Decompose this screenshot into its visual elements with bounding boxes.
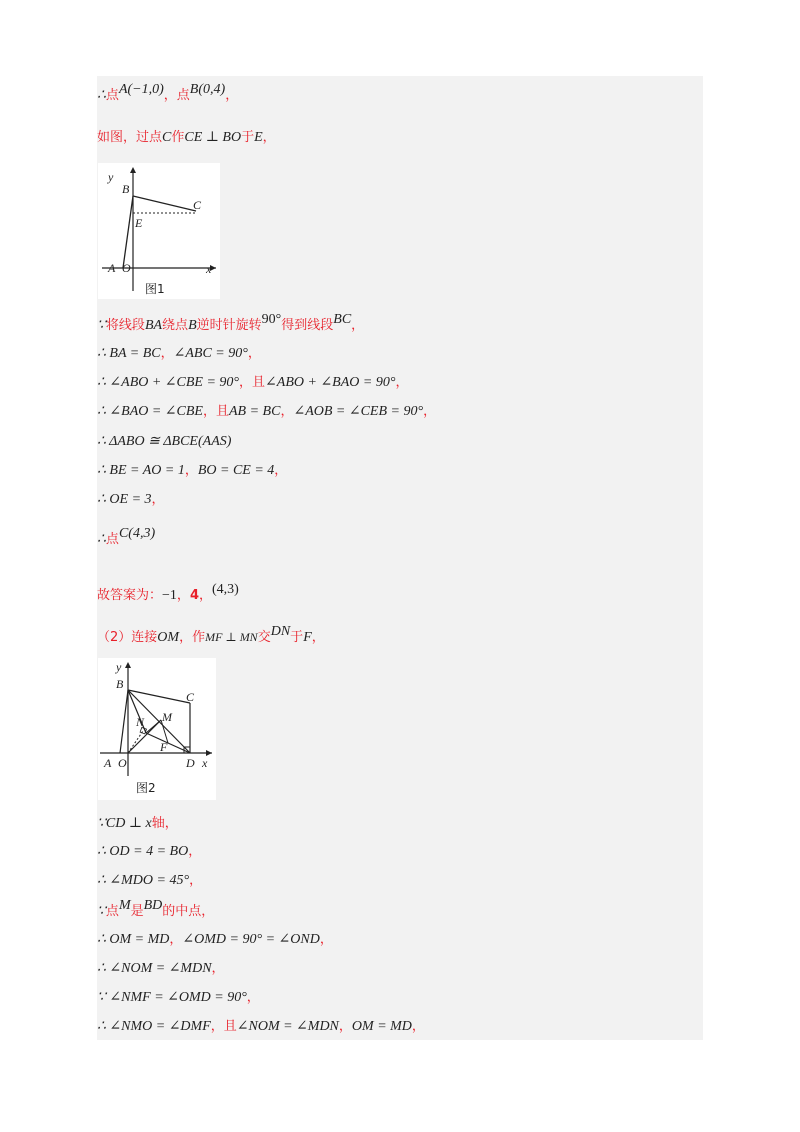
text: ， (225, 88, 239, 103)
text: 轴， (151, 816, 178, 831)
solution-line-7 (97, 430, 231, 454)
therefore-symbol: ∴ (97, 88, 106, 103)
point-a-coord: A(−1,0) (118, 82, 164, 97)
math: ∵ ∠NMF = ∠OMD = 90° (97, 990, 247, 1005)
figure-1-caption: 图1 (145, 282, 165, 296)
text: ， (319, 932, 333, 947)
label-f: F (160, 740, 168, 754)
math: 90° (261, 312, 282, 327)
math: C(4,3) (118, 526, 156, 541)
solution-line-14 (97, 840, 201, 864)
text: ， (311, 630, 325, 645)
text: ，且 (239, 375, 266, 390)
text: 是 (130, 904, 144, 919)
segment-on-dashed (128, 731, 143, 753)
math: ∴ ∠NMO = ∠DMF (97, 1019, 211, 1034)
math: ∴ (97, 532, 106, 547)
math: ∴ ∠NOM = ∠MDN (97, 961, 212, 976)
label-y: y (116, 660, 122, 674)
solution-line-8 (97, 459, 287, 483)
math: ∠NOM = ∠MDN (236, 1019, 339, 1034)
text: 将线段 (105, 318, 145, 333)
label-a: A (108, 261, 116, 275)
math: ∴ OM = MD (97, 932, 170, 947)
math: OM = MD (351, 1019, 412, 1034)
label-c: C (193, 198, 202, 212)
math: F (303, 630, 312, 645)
math: ∴ ∠BAO = ∠CBE (97, 404, 203, 419)
text: ， (163, 88, 177, 103)
text: 点 (176, 88, 190, 103)
figure-1 (98, 163, 220, 299)
math: ∴ OD = 4 = BO (97, 844, 189, 859)
math: ∴ ∠ABO + ∠CBE = 90° (97, 375, 240, 390)
math: ∴ OE = 3 (97, 492, 152, 507)
solution-line-15 (97, 869, 202, 893)
segment-nm (146, 720, 161, 733)
label-e: E (135, 216, 143, 230)
solution-line-3 (97, 314, 364, 338)
text: ， (160, 346, 174, 361)
text: ， (411, 1019, 425, 1034)
math: ∠ABO + ∠BAO = 90° (265, 375, 396, 390)
math: MF ⊥ MN (205, 630, 258, 644)
label-y: y (108, 170, 114, 184)
solution-line-16 (97, 900, 214, 924)
text: ， (338, 1019, 352, 1034)
text: 点 (105, 532, 119, 547)
text: 绕点 (162, 318, 189, 333)
solution-line-5 (97, 371, 408, 395)
segment-ab (123, 196, 133, 268)
solution-line-10 (97, 528, 155, 552)
y-axis-arrow (125, 662, 131, 668)
text: ， (395, 375, 409, 390)
math: E (254, 130, 263, 145)
solution-line-13 (97, 812, 178, 836)
math: (4,3) (212, 582, 239, 597)
text: 于 (290, 630, 304, 645)
solution-line-11 (97, 584, 239, 608)
label-n: N (136, 715, 145, 729)
text: ， (176, 588, 190, 603)
point-b-coord: B(0,4) (189, 82, 226, 97)
text: 点 (105, 88, 119, 103)
figure-1-diagram (98, 163, 220, 299)
text: 交 (257, 630, 271, 645)
text: ， (246, 990, 260, 1005)
text: 逆时针旋转 (196, 318, 262, 333)
label-x: x (206, 262, 212, 276)
solution-line-9 (97, 488, 165, 512)
label-b: B (116, 677, 124, 691)
text: ， (169, 932, 183, 947)
text: ， (189, 873, 203, 888)
math: BD (143, 898, 163, 913)
segment-bc (133, 196, 196, 211)
math: ∠ABC = 90° (173, 346, 248, 361)
y-axis-arrow (130, 167, 136, 173)
text: 点 (105, 904, 119, 919)
solution-line-17 (97, 928, 333, 952)
label-d: D (186, 756, 195, 770)
label-b: B (122, 182, 130, 196)
text: ， (423, 404, 437, 419)
text: ， (184, 463, 198, 478)
math: C (162, 130, 172, 145)
text: ， (280, 404, 294, 419)
math: CE ⊥ BO (184, 130, 242, 145)
because-symbol: ∵ (97, 904, 106, 919)
label-o: O (118, 756, 127, 770)
text: ， (151, 492, 165, 507)
text: ，作 (179, 630, 206, 645)
text: ， (188, 844, 202, 859)
math: DN (270, 624, 291, 639)
math: B (188, 318, 197, 333)
text: ，且 (202, 404, 229, 419)
math: ∠AOB = ∠CEB = 90° (293, 404, 424, 419)
math: ∴ BA = BC (97, 346, 161, 361)
math: BA (144, 318, 163, 333)
math: BO = CE = 4 (197, 463, 275, 478)
math: CD ⊥ x (105, 816, 152, 831)
text: ， (274, 463, 288, 478)
math: −1 (162, 588, 177, 603)
text: ，且 (210, 1019, 237, 1034)
text: 得到线段 (281, 318, 334, 333)
math: AB = BC (229, 404, 281, 419)
label-c: C (186, 690, 195, 704)
label-a: A (104, 756, 112, 770)
math: ∠OMD = 90° = ∠OND (182, 932, 320, 947)
solution-line-6 (97, 400, 436, 424)
solution-line-4 (97, 342, 261, 366)
text: 作 (171, 130, 185, 145)
math: BC (333, 312, 352, 327)
label-m: M (162, 710, 172, 724)
because-symbol: ∵ (97, 318, 106, 333)
text: 的中点， (162, 904, 215, 919)
label-x: x (202, 756, 208, 770)
figure-2 (98, 658, 216, 800)
text: ， (351, 318, 365, 333)
text: ， (211, 961, 225, 976)
solution-line-19 (97, 986, 260, 1010)
text: ， (262, 130, 276, 145)
segment-ab (120, 690, 128, 753)
math: ∴ ΔABO ≅ ΔBCE(AAS) (97, 434, 232, 449)
math: ∴ ∠MDO = 45° (97, 873, 190, 888)
text: ， (198, 588, 212, 603)
text: （2）连接 (97, 630, 158, 645)
segment-bc (128, 690, 190, 703)
solution-line-12 (97, 625, 325, 649)
because-symbol: ∵ (97, 816, 106, 831)
text: ， (247, 346, 261, 361)
solution-line-20 (97, 1015, 425, 1039)
text: 于 (241, 130, 255, 145)
figure-2-caption: 图2 (136, 781, 156, 795)
math: ∴ BE = AO = 1 (97, 463, 185, 478)
text: 4 (189, 588, 199, 603)
solution-line-2 (97, 126, 276, 150)
math: M (118, 898, 131, 913)
figure-2-diagram (98, 658, 216, 800)
solution-line-18 (97, 957, 225, 981)
math: OM (157, 630, 180, 645)
label-o: O (122, 261, 131, 275)
solution-line-1 (97, 84, 238, 108)
text: 故答案为： (97, 588, 163, 603)
text: 如图，过点 (97, 130, 163, 145)
